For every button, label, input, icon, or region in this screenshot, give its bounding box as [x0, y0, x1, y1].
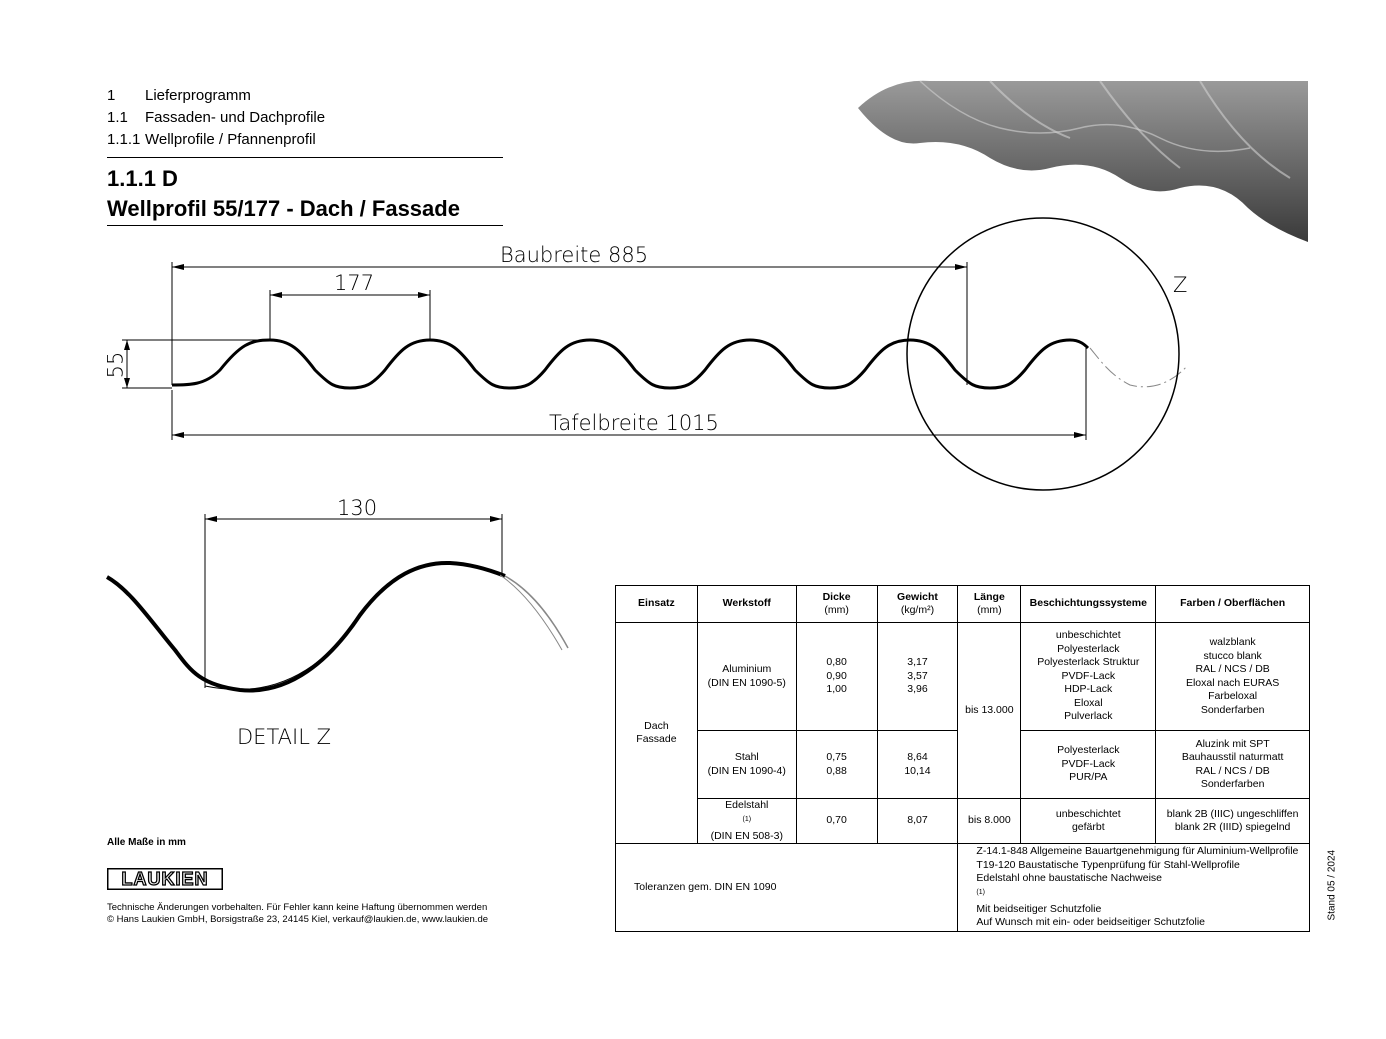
- profile-wave: [172, 340, 1088, 388]
- stand-date: Stand 05 / 2024: [1326, 849, 1338, 921]
- header-laenge: Länge (mm): [958, 586, 1021, 623]
- header-einsatz: Einsatz: [616, 586, 698, 623]
- beschichtung-cell: unbeschichtet gefärbt: [1021, 799, 1156, 844]
- laenge-cell: bis 8.000: [958, 799, 1021, 844]
- detail-z-label: DETAIL Z: [237, 725, 331, 749]
- werkstoff-cell: Aluminium (DIN EN 1090-5): [697, 623, 796, 731]
- tafelbreite-label: Tafelbreite 1015: [549, 411, 719, 435]
- beschichtung-cell: Polyesterlack PVDF-Lack PUR/PA: [1021, 731, 1156, 799]
- werkstoff-cell: Edelstahl $^{(1)}$ (DIN EN 508-3): [697, 799, 796, 844]
- dicke-cell: 0,75 0,88: [796, 731, 877, 799]
- farben-cell: Aluzink mit SPT Bauhausstil naturmatt RAL / NCS / DB Sonderfarben: [1156, 731, 1310, 799]
- toleranzen-cell: Toleranzen gem. DIN EN 1090: [616, 844, 958, 932]
- profile-wave-continuation: [1090, 348, 1188, 387]
- header-farben: Farben / Oberflächen: [1156, 586, 1310, 623]
- table-row: [616, 623, 1310, 731]
- laukien-logo: [107, 868, 223, 890]
- dicke-cell: 0,70: [796, 799, 877, 844]
- table-footer-row: [616, 844, 1310, 932]
- header-gewicht: Gewicht (kg/m²): [877, 586, 958, 623]
- header-werkstoff: Werkstoff: [697, 586, 796, 623]
- farben-cell: walzblank stucco blank RAL / NCS / DB Eloxal nach EURAS Farbeloxal Sonderfarben: [1156, 623, 1310, 731]
- breadcrumb-item: 1.1 Fassaden- und Dachprofile: [107, 109, 326, 126]
- detail-profile: [107, 563, 505, 691]
- gewicht-cell: 3,17 3,57 3,96: [877, 623, 958, 731]
- detail-dim-label: 130: [337, 496, 378, 520]
- farben-cell: blank 2B (IIIC) ungeschliffen blank 2R (IIID) spiegelnd: [1156, 799, 1310, 844]
- breadcrumb-item: 1 Lieferprogramm: [107, 87, 251, 104]
- einsatz-cell: Dach Fassade: [616, 623, 698, 844]
- werkstoff-cell: Stahl (DIN EN 1090-4): [697, 731, 796, 799]
- breadcrumb-item: 1.1.1 Wellprofile / Pfannenprofil: [107, 131, 316, 148]
- gewicht-cell: 8,07: [877, 799, 958, 844]
- gewicht-cell: 8,64 10,14: [877, 731, 958, 799]
- units-note: Alle Maße in mm: [107, 837, 186, 848]
- table-header-row: [616, 586, 1310, 623]
- page-title: 1.1.1 D Wellprofil 55/177 - Dach / Fassade: [107, 166, 460, 221]
- detail-circle: [907, 218, 1179, 490]
- notes-cell: Z-14.1-848 Allgemeine Bauartgenehmigung für Aluminium-Wellprofile T19-120 Baustatische Typenprüfung für Stahl-Wellprofile Edelstahl ohne baustatische Nachweise $^{(1)}$ Mit beidseitiger Schutzfolie Auf Wunsch mit ein- oder beidseitiger Schutzfolie: [958, 844, 1310, 932]
- height-label: 55: [103, 351, 128, 379]
- laenge-cell: bis 13.000: [958, 623, 1021, 799]
- detail-marker: Z: [1173, 273, 1188, 297]
- header-beschichtung: Beschichtungssysteme: [1021, 586, 1156, 623]
- dicke-cell: 0,80 0,90 1,00: [796, 623, 877, 731]
- laukien-logo-mark: [107, 868, 223, 890]
- svg-text:LAUKIEN: LAUKIEN: [121, 869, 209, 889]
- pitch-label: 177: [334, 271, 375, 295]
- header-dicke: Dicke (mm): [796, 586, 877, 623]
- baubreite-label: Baubreite 885: [500, 243, 649, 267]
- beschichtung-cell: unbeschichtet Polyesterlack Polyesterlack Struktur PVDF-Lack HDP-Lack Eloxal Pulverlack: [1021, 623, 1156, 731]
- spec-table: [615, 585, 1310, 932]
- table-row: [616, 799, 1310, 844]
- disclaimer: Technische Änderungen vorbehalten. Für Fehler kann keine Haftung übernommen werden © Hans Laukien GmbH, Borsigstraße 23, 24145 Kiel, verkauf@laukien.de, www.laukien.de: [107, 902, 489, 925]
